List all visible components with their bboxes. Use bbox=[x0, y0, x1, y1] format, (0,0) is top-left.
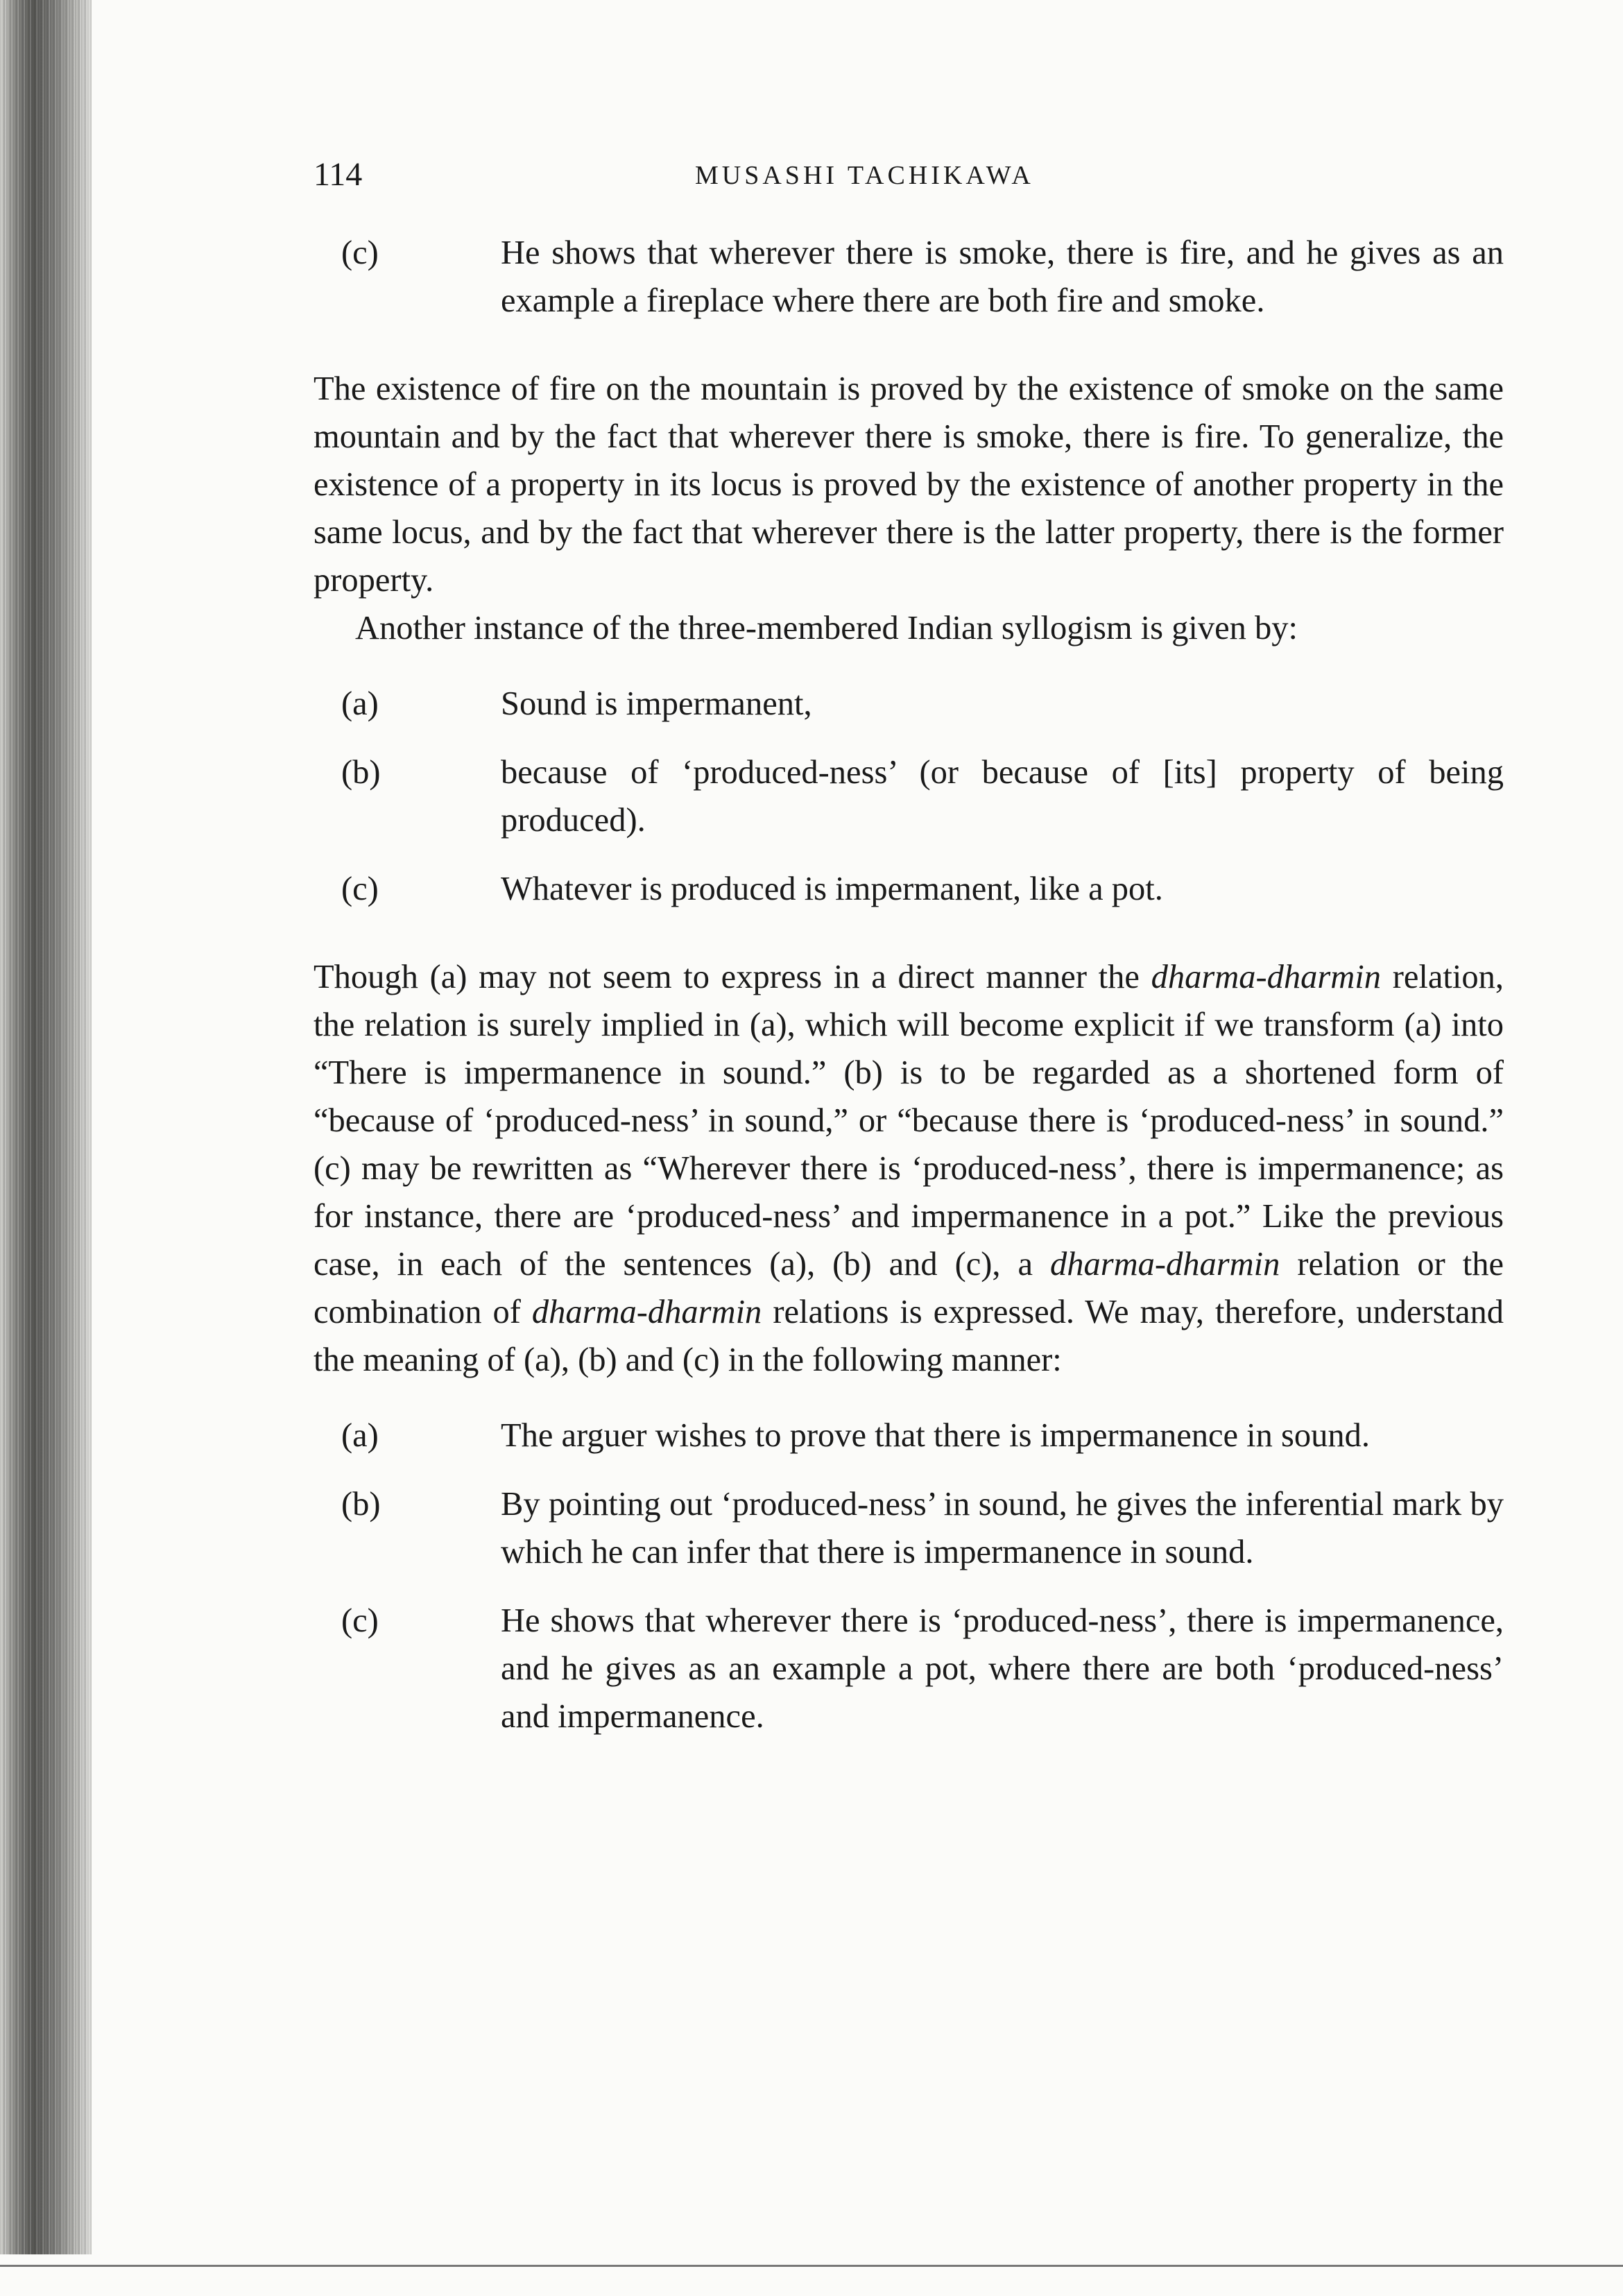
list-item bbox=[314, 1412, 1504, 1459]
page-bottom-edge bbox=[0, 2265, 1623, 2267]
text-run: relation, the relation is surely implied in (a), which will become explicit if we transform (a) into “There is impermanence in sound.” (b) is to be regarded as a shortened form of “because of ‘produced-ness’ in sound,” or “because there is ‘produced-ness’ in sound.” (c) may be rewritten as “Wherever there is ‘produced-ness’, there is impermanence; as for instance, there are ‘produced-ness’ and impermanence in a pot.” Like the previous case, in each of the sentences (a), (b) and (c), a bbox=[314, 959, 1504, 1283]
text-run: relations is expressed. We may, therefore, understand the meaning of (a), (b) and (c) in the following manner: bbox=[314, 1294, 1504, 1378]
page-body bbox=[314, 229, 1504, 1761]
paragraph bbox=[314, 953, 1504, 1384]
page-number: 114 bbox=[314, 156, 363, 193]
book-binding-edge bbox=[0, 0, 92, 2254]
item-text: The arguer wishes to prove that there is impermanence in sound. bbox=[501, 1417, 1370, 1454]
list-item bbox=[314, 748, 1504, 844]
page-header bbox=[314, 154, 1504, 196]
list-item bbox=[314, 680, 1504, 728]
item-label: (c) bbox=[341, 871, 379, 907]
italic-term: dharma-dharmin bbox=[1151, 959, 1382, 995]
paragraph: Another instance of the three-membered Indian syllogism is given by: bbox=[355, 610, 1298, 646]
list-item bbox=[314, 865, 1504, 913]
item-label: (c) bbox=[341, 234, 379, 271]
list-item bbox=[314, 1480, 1504, 1576]
list-item bbox=[314, 229, 1504, 325]
running-head: MUSASHI TACHIKAWA bbox=[695, 161, 1034, 190]
item-text: He shows that wherever there is ‘produced-ness’, there is impermanence, and he gives as an example a pot, where there are both ‘produced-ness’ and impermanence. bbox=[501, 1602, 1504, 1735]
item-text: because of ‘produced-ness’ (or because of [its] property of being produced). bbox=[501, 754, 1504, 839]
item-text: Sound is impermanent, bbox=[501, 685, 812, 722]
item-label: (a) bbox=[341, 1417, 379, 1454]
paragraph: The existence of fire on the mountain is proved by the existence of smoke on the same mountain and by the fact that wherever there is smoke, there is fire. To generalize, the existence of a property in its locus is proved by the existence of another property in the same locus, and by the fact that wherever there is the latter property, there is the former property. bbox=[314, 370, 1504, 599]
item-text: He shows that wherever there is smoke, there is fire, and he gives as an example a fireplace where there are both fire and smoke. bbox=[501, 234, 1504, 319]
item-label: (c) bbox=[341, 1602, 379, 1639]
item-label: (b) bbox=[341, 1486, 381, 1523]
item-label: (a) bbox=[341, 685, 379, 722]
item-label: (b) bbox=[341, 754, 381, 791]
italic-term: dharma-dharmin bbox=[531, 1294, 762, 1330]
text-run: Though (a) may not seem to express in a direct manner the bbox=[314, 959, 1151, 995]
italic-term: dharma-dharmin bbox=[1049, 1246, 1280, 1283]
item-text: By pointing out ‘produced-ness’ in sound, he gives the inferential mark by which he can infer that there is impermanence in sound. bbox=[501, 1486, 1504, 1570]
text-run: relation or the combination of bbox=[314, 1246, 1504, 1330]
list-item bbox=[314, 1597, 1504, 1740]
item-text: Whatever is produced is impermanent, like a pot. bbox=[501, 871, 1163, 907]
